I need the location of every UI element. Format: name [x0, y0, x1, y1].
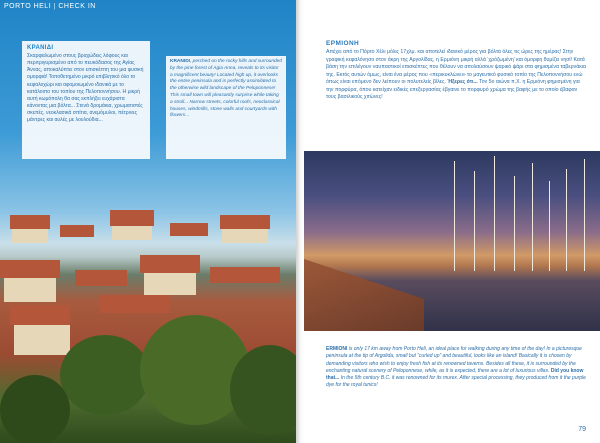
ermioni-english-body: is only 17 km away from Porto Heli, an ideal place for walking during any time of the day! In a picturesque peninsula at the tip of Argolida, small but “curled up” and beautiful, looks like an island! Basically it is chosen by demanding visitors who wish to enjoy fresh fish at its renowned taverns. Besides all these, it is surrounded by the enchanting natural scenery of Peloponnese, while, as it is expected, there are a lot of luxurious villas.: [326, 346, 582, 374]
ermioni-greek-did-you-know: Ήξερες ότι...: [447, 79, 478, 86]
wall: [12, 229, 48, 243]
ermioni-english-text: [326, 346, 592, 390]
greek-text-box: [22, 41, 150, 159]
roof: [100, 295, 170, 313]
kranidi-english-body: , perched on the rocky hills and surrounded by the pine forest of Agia Anna, reveals to its visitor a magnificent beauty! Located high up, it overlooks the entire peninsula and is perfectly assimilated to the otherwise wild landscape of the Peloponnese! This small town will pleasantly surprise while taking a stroll... Narrow streets, colorful roofs, neoclassical houses, windmills, stone walls and courtyards with flowers...: [170, 59, 282, 119]
ermioni-harbor-photo: [304, 151, 600, 331]
header-separator: |: [53, 3, 59, 10]
boat-mast: [549, 181, 550, 271]
tree: [0, 375, 70, 443]
roof: [10, 305, 70, 325]
roof: [140, 255, 200, 273]
ermioni-greek-tail: Τον 5ο αιώνα π.Χ. η Ερμιόνη φημισμένη για την πορφύρα, όπου κατείχαν ειδικές επεξεργασίας έβγαινε το πορφυρό χρώμα της βαφής με το οποίο έβαφαν τους βασιλικούς χιτώνες!: [326, 79, 580, 101]
wall: [4, 278, 56, 302]
wall: [222, 229, 268, 243]
roof: [10, 215, 50, 229]
ermioni-greek-body: Απέχει από το Πόρτο Χέλι μόλις 17χλμ. και αποτελεί ιδανικό μέρος για βόλτα όλες τις ώρες της ημέρας! Στην γραφική κεφαλόνησο στον άκρη της Αργολίδας, η Ερμιόνη μικρή αλλά ‘χρόζωμένη’ και όμορφη θυμίζει νησί! Κατά βάση την επιλέγουν ναυπαστικοί επισκέπτες που θέλουν να απολαύσουν ψαρικό ψάρι στα φημισμένα ταβερνάκια της. Εκτός αυτών όμως, είναι ένα μέρος που «περικυκλώνει» το μαγευτικό φυσικό τοπίο της Πελοποννήσου ενώ όπως είναι επόμενο δεν λείπουν οι πολυτελείς βίλες.: [326, 49, 586, 86]
boat-mast: [584, 159, 585, 271]
wall: [144, 273, 196, 295]
roof: [220, 215, 270, 229]
ermioni-greek-heading: ΕΡΜΙΟΝΗ: [326, 40, 360, 47]
roof: [0, 260, 60, 278]
roof: [60, 225, 94, 237]
harbor-pier: [304, 251, 424, 331]
page-gutter: [296, 0, 304, 443]
page-number: 79: [578, 426, 586, 433]
boat-mast: [532, 163, 533, 271]
boat-mast: [514, 176, 515, 271]
kranidi-english-text: [170, 59, 282, 120]
header-section: PORTO HELI: [4, 3, 52, 10]
wall: [112, 226, 152, 240]
left-page-photo: [0, 0, 296, 443]
running-header: [4, 3, 96, 10]
kranidi-greek-text: Σκαρφαλωμένο στους βραχώδεις λόφους και περιτριγυρισμένο από το πευκόδασος της Αγίας Άννας, αποκαλύπτει στον επισκέπτη του μια φυσική ομορφιά! Τοποθετημένο μικρό επιβλητικό όλο το κεφαλοχώρι και αφομοιωμένο ιδανικά με το κατάλοιπο του τοπίου της Πελοποννήσου. Η μικρή αυτή κωμόπολη θα σας εκπλήξει ευχάριστα κάνοντας μια βόλτα... Στενά δρομάκια, χρωματιστές σκεπές, νεοκλασικά σπίτια, ανεμόμυλοι, πέτρινες μάντρες και αυλές με λουλούδια...: [27, 53, 144, 124]
header-subsection: CHECK IN: [58, 3, 96, 10]
ermioni-english-did-you-know: Did you know that...: [326, 367, 584, 381]
kranidi-town-photo: [0, 185, 296, 443]
roof: [75, 270, 127, 286]
roof: [170, 223, 208, 236]
boat-mast: [474, 171, 475, 271]
boat-mast: [566, 169, 567, 271]
kranidi-greek-heading: ΚΡΑΝΙΔΙ: [27, 45, 54, 51]
roof: [210, 267, 280, 283]
tree: [60, 335, 150, 415]
boat-mast: [454, 161, 455, 271]
english-text-box: [166, 56, 286, 159]
boat-mast: [494, 156, 495, 271]
right-page: [304, 0, 600, 443]
ermioni-greek-text: [326, 49, 588, 102]
ermioni-english-tail: In the 5th century B.C. it was renowned for its murex. After special processing, they produced from it the purple dye for the royal tunics!: [326, 375, 586, 389]
kranidi-english-heading: KRANIDI: [170, 59, 190, 64]
wall: [14, 325, 70, 355]
roof: [110, 210, 154, 226]
ermioni-english-heading: ERMIONI: [326, 346, 348, 352]
tree: [230, 345, 296, 435]
